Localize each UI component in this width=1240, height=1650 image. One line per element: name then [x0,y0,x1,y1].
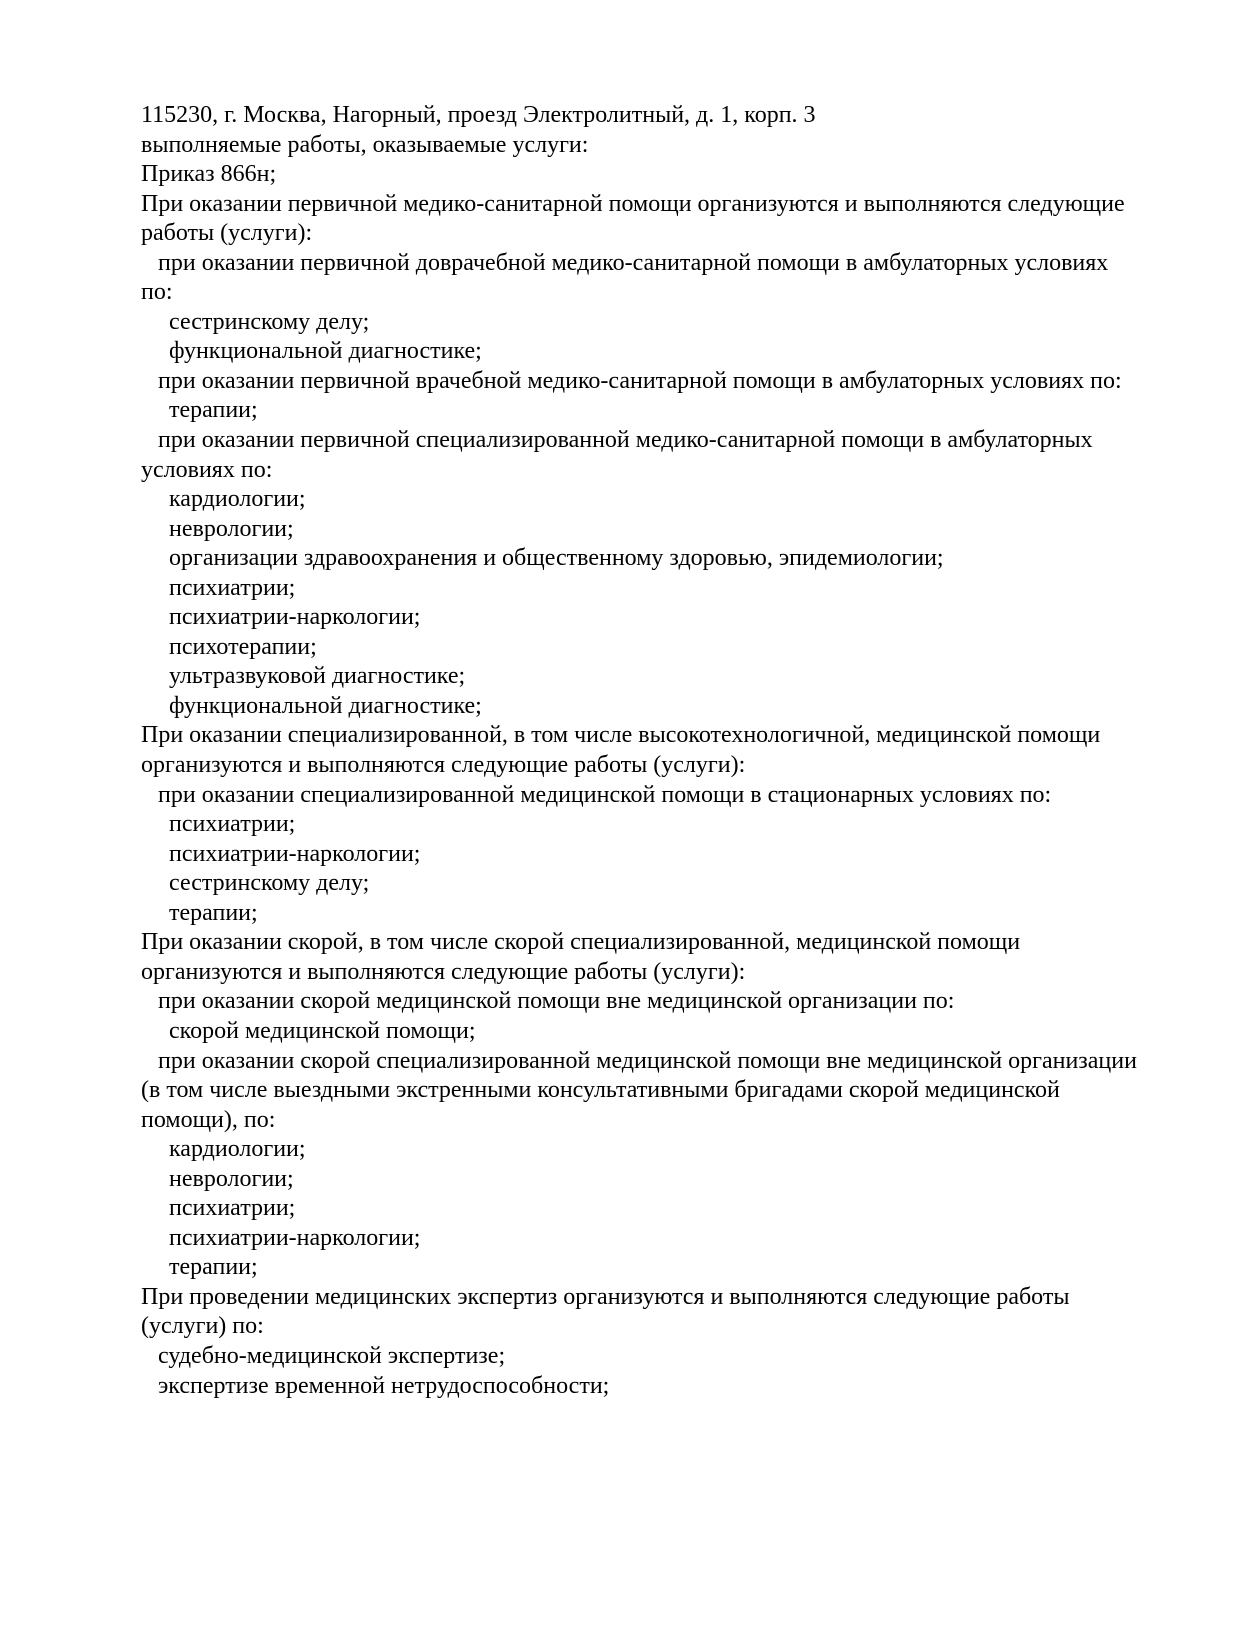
paragraph: при оказании первичной доврачебной медико-санитарной помощи в амбулаторных условиях по: [141,249,1109,306]
paragraph: При оказании первичной медико-санитарной помощи организуются и выполняются следующие работы (услуги): [141,190,1125,247]
paragraph: терапии; [169,1254,258,1281]
paragraph: психиатрии-наркологии; [169,1224,421,1251]
paragraph: терапии; [169,397,258,424]
paragraph: терапии; [169,899,258,926]
paragraph: судебно-медицинской экспертизе; [158,1342,506,1369]
paragraph: скорой медицинской помощи; [169,1017,476,1044]
paragraph: при оказании скорой специализированной медицинской помощи вне медицинской организации (в том числе выездными экстренными консультативными бригадами скорой медицинской помощи), по: [141,1047,1137,1133]
paragraph: кардиологии; [169,1136,306,1163]
paragraph: выполняемые работы, оказываемые услуги: [141,131,589,158]
paragraph: психиатрии-наркологии; [169,604,421,631]
paragraph: психотерапии; [169,633,317,660]
document-body [141,101,1240,1401]
paragraph: сестринскому делу; [169,870,370,897]
paragraph: функциональной диагностике; [169,692,482,719]
paragraph: экспертизе временной нетрудоспособности; [158,1372,610,1399]
paragraph: организации здравоохранения и общественному здоровью, эпидемиологии; [169,545,944,572]
paragraph: кардиологии; [169,486,306,513]
paragraph: При проведении медицинских экспертиз организуются и выполняются следующие работы (услуги) по: [141,1283,1070,1340]
paragraph: сестринскому делу; [169,308,370,335]
paragraph: психиатрии-наркологии; [169,840,421,867]
paragraph: При оказании скорой, в том числе скорой специализированной, медицинской помощи организуются и выполняются следующие работы (услуги): [141,929,1021,985]
paragraph: при оказании скорой медицинской помощи вне медицинской организации по: [158,988,955,1015]
paragraph: неврологии; [169,515,294,542]
paragraph: при оказании первичной специализированной медико-санитарной помощи в амбулаторных условиях по: [141,427,1093,483]
paragraph: при оказании специализированной медицинской помощи в стационарных условиях по: [158,781,1052,808]
paragraph: Приказ 866н; [141,161,277,188]
paragraph: психиатрии; [169,811,296,838]
paragraph: При оказании специализированной, в том числе высокотехнологичной, медицинской помощи организуются и выполняются следующие работы (услуги): [141,722,1101,779]
paragraph: психиатрии; [169,574,296,601]
paragraph: функциональной диагностике; [169,338,482,365]
paragraph: при оказании первичной врачебной медико-санитарной помощи в амбулаторных условиях по: [158,367,1122,394]
paragraph: ультразвуковой диагностике; [169,663,466,690]
paragraph: 115230, г. Москва, Нагорный, проезд Электролитный, д. 1, корп. 3 [141,102,816,128]
paragraph: неврологии; [169,1165,294,1192]
paragraph: психиатрии; [169,1195,296,1222]
